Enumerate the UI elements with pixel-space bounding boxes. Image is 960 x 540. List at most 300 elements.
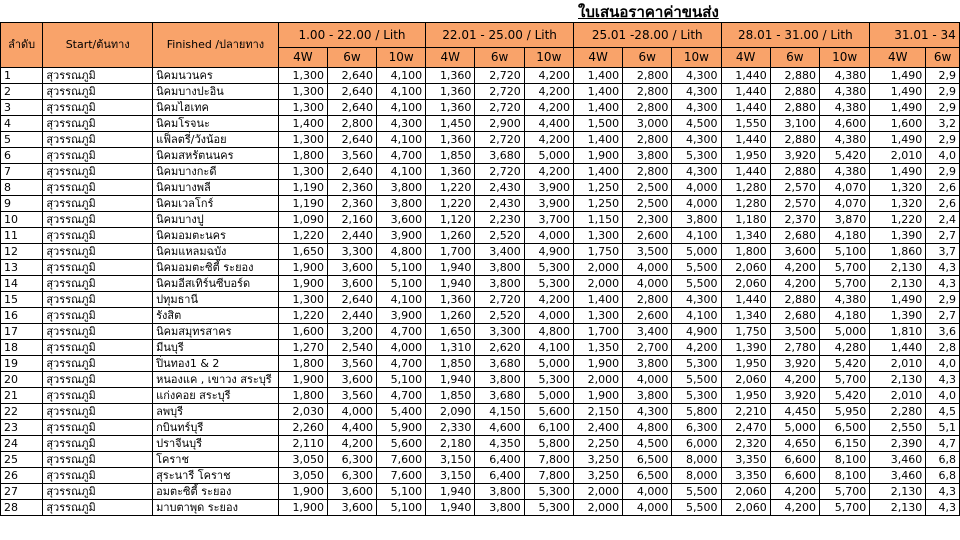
- cell-rate[interactable]: 4,200: [524, 164, 573, 180]
- cell-rate[interactable]: 1,300: [278, 84, 327, 100]
- cell-rate[interactable]: 1,090: [278, 212, 327, 228]
- cell-rate[interactable]: 2,640: [327, 84, 376, 100]
- cell-start[interactable]: สุวรรณภูมิ: [43, 324, 153, 340]
- cell-rate[interactable]: 2,160: [327, 212, 376, 228]
- cell-rate[interactable]: 1,440: [721, 132, 770, 148]
- subheader-vehicle[interactable]: 4W: [426, 48, 475, 68]
- cell-rate[interactable]: 2,680: [770, 308, 819, 324]
- cell-rate[interactable]: 1,300: [573, 228, 622, 244]
- subheader-vehicle[interactable]: 10w: [820, 48, 870, 68]
- cell-no[interactable]: 21: [1, 388, 43, 404]
- cell-rate[interactable]: 1,220: [870, 212, 926, 228]
- cell-rate[interactable]: 2,800: [623, 100, 672, 116]
- cell-rate[interactable]: 5,000: [770, 420, 819, 436]
- cell-rate[interactable]: 1,250: [573, 196, 622, 212]
- cell-finish[interactable]: นิคมไฮเทค: [153, 100, 279, 116]
- cell-rate[interactable]: 1,320: [870, 180, 926, 196]
- cell-no[interactable]: 17: [1, 324, 43, 340]
- cell-rate[interactable]: 1,700: [426, 244, 475, 260]
- cell-rate[interactable]: 2,540: [327, 340, 376, 356]
- cell-rate[interactable]: 3,680: [475, 148, 524, 164]
- cell-no[interactable]: 1: [1, 68, 43, 84]
- cell-rate[interactable]: 1,950: [721, 388, 770, 404]
- cell-start[interactable]: สุวรรณภูมิ: [43, 68, 153, 84]
- cell-rate[interactable]: 2,550: [870, 420, 926, 436]
- cell-rate[interactable]: 2,640: [327, 100, 376, 116]
- cell-no[interactable]: 6: [1, 148, 43, 164]
- cell-start[interactable]: สุวรรณภูมิ: [43, 116, 153, 132]
- cell-no[interactable]: 15: [1, 292, 43, 308]
- cell-rate[interactable]: 1,390: [870, 228, 926, 244]
- cell-rate[interactable]: 1,750: [573, 244, 622, 260]
- cell-rate[interactable]: 4,000: [672, 196, 721, 212]
- cell-rate[interactable]: 2,260: [278, 420, 327, 436]
- cell-no[interactable]: 28: [1, 500, 43, 516]
- cell-rate[interactable]: 4,100: [672, 308, 721, 324]
- cell-rate[interactable]: 4,5: [926, 404, 960, 420]
- cell-rate[interactable]: 3,300: [475, 324, 524, 340]
- cell-rate[interactable]: 4,150: [475, 404, 524, 420]
- cell-rate[interactable]: 5,500: [672, 372, 721, 388]
- cell-rate[interactable]: 4,200: [524, 100, 573, 116]
- cell-rate[interactable]: 4,650: [770, 436, 819, 452]
- cell-rate[interactable]: 4,000: [672, 180, 721, 196]
- cell-rate[interactable]: 2,6: [926, 180, 960, 196]
- cell-rate[interactable]: 5,300: [524, 260, 573, 276]
- cell-rate[interactable]: 1,600: [278, 324, 327, 340]
- cell-rate[interactable]: 4,200: [524, 68, 573, 84]
- cell-rate[interactable]: 2,090: [426, 404, 475, 420]
- cell-rate[interactable]: 5,420: [820, 388, 870, 404]
- cell-rate[interactable]: 2,720: [475, 132, 524, 148]
- cell-rate[interactable]: 1,300: [278, 68, 327, 84]
- cell-rate[interactable]: 2,9: [926, 164, 960, 180]
- cell-rate[interactable]: 5,700: [820, 484, 870, 500]
- cell-no[interactable]: 3: [1, 100, 43, 116]
- cell-rate[interactable]: 4,380: [820, 292, 870, 308]
- cell-rate[interactable]: 2,700: [623, 340, 672, 356]
- cell-rate[interactable]: 3,600: [770, 244, 819, 260]
- cell-rate[interactable]: 2,110: [278, 436, 327, 452]
- cell-rate[interactable]: 7,600: [377, 468, 426, 484]
- cell-no[interactable]: 12: [1, 244, 43, 260]
- cell-rate[interactable]: 7,800: [524, 468, 573, 484]
- cell-no[interactable]: 2: [1, 84, 43, 100]
- cell-rate[interactable]: 6,150: [820, 436, 870, 452]
- cell-rate[interactable]: 6,400: [475, 468, 524, 484]
- cell-rate[interactable]: 1,400: [573, 292, 622, 308]
- cell-finish[interactable]: นิคมบางกะดี: [153, 164, 279, 180]
- cell-rate[interactable]: 1,440: [721, 164, 770, 180]
- cell-rate[interactable]: 1,490: [870, 84, 926, 100]
- cell-rate[interactable]: 4,000: [623, 260, 672, 276]
- cell-rate[interactable]: 1,940: [426, 260, 475, 276]
- cell-rate[interactable]: 6,8: [926, 452, 960, 468]
- cell-rate[interactable]: 1,310: [426, 340, 475, 356]
- cell-rate[interactable]: 4,500: [623, 436, 672, 452]
- cell-rate[interactable]: 4,700: [377, 356, 426, 372]
- cell-rate[interactable]: 4,380: [820, 100, 870, 116]
- cell-rate[interactable]: 7,600: [377, 452, 426, 468]
- cell-rate[interactable]: 4,700: [377, 388, 426, 404]
- cell-rate[interactable]: 4,500: [672, 116, 721, 132]
- cell-rate[interactable]: 5,100: [377, 276, 426, 292]
- cell-rate[interactable]: 3,800: [475, 276, 524, 292]
- cell-rate[interactable]: 5,1: [926, 420, 960, 436]
- cell-rate[interactable]: 4,800: [524, 324, 573, 340]
- cell-rate[interactable]: 1,350: [573, 340, 622, 356]
- cell-rate[interactable]: 8,100: [820, 452, 870, 468]
- cell-rate[interactable]: 2,150: [573, 404, 622, 420]
- cell-rate[interactable]: 1,220: [278, 308, 327, 324]
- cell-rate[interactable]: 2,570: [770, 180, 819, 196]
- cell-rate[interactable]: 1,400: [573, 164, 622, 180]
- cell-rate[interactable]: 4,100: [377, 100, 426, 116]
- cell-rate[interactable]: 2,330: [426, 420, 475, 436]
- cell-rate[interactable]: 3,200: [327, 324, 376, 340]
- cell-rate[interactable]: 6,500: [623, 452, 672, 468]
- cell-rate[interactable]: 5,400: [377, 404, 426, 420]
- cell-start[interactable]: สุวรรณภูมิ: [43, 148, 153, 164]
- cell-rate[interactable]: 1,800: [278, 356, 327, 372]
- cell-rate[interactable]: 6,500: [623, 468, 672, 484]
- cell-rate[interactable]: 4,000: [377, 340, 426, 356]
- cell-rate[interactable]: 2,320: [721, 436, 770, 452]
- cell-no[interactable]: 24: [1, 436, 43, 452]
- cell-rate[interactable]: 2,680: [770, 228, 819, 244]
- cell-no[interactable]: 13: [1, 260, 43, 276]
- cell-start[interactable]: สุวรรณภูมิ: [43, 244, 153, 260]
- cell-no[interactable]: 16: [1, 308, 43, 324]
- cell-no[interactable]: 22: [1, 404, 43, 420]
- cell-rate[interactable]: 3,500: [623, 244, 672, 260]
- cell-rate[interactable]: 4,200: [672, 340, 721, 356]
- cell-rate[interactable]: 4,450: [770, 404, 819, 420]
- cell-rate[interactable]: 2,280: [870, 404, 926, 420]
- header-finish[interactable]: Finished /ปลายทาง: [153, 23, 279, 68]
- cell-rate[interactable]: 1,300: [573, 308, 622, 324]
- cell-rate[interactable]: 1,900: [278, 260, 327, 276]
- cell-rate[interactable]: 3,560: [327, 148, 376, 164]
- cell-rate[interactable]: 4,3: [926, 372, 960, 388]
- cell-rate[interactable]: 3,600: [327, 260, 376, 276]
- cell-rate[interactable]: 4,000: [524, 228, 573, 244]
- cell-rate[interactable]: 4,200: [327, 436, 376, 452]
- cell-rate[interactable]: 1,280: [721, 196, 770, 212]
- cell-rate[interactable]: 2,000: [573, 276, 622, 292]
- cell-rate[interactable]: 5,800: [672, 404, 721, 420]
- cell-rate[interactable]: 3,680: [475, 356, 524, 372]
- cell-finish[interactable]: นิคมเวลโกร์: [153, 196, 279, 212]
- cell-rate[interactable]: 3,800: [475, 260, 524, 276]
- cell-rate[interactable]: 1,400: [573, 84, 622, 100]
- cell-rate[interactable]: 4,350: [475, 436, 524, 452]
- cell-rate[interactable]: 1,700: [573, 324, 622, 340]
- cell-rate[interactable]: 4,300: [672, 132, 721, 148]
- cell-rate[interactable]: 1,300: [278, 164, 327, 180]
- cell-rate[interactable]: 3,250: [573, 468, 622, 484]
- cell-rate[interactable]: 4,0: [926, 148, 960, 164]
- cell-rate[interactable]: 3,100: [770, 116, 819, 132]
- cell-rate[interactable]: 2,520: [475, 228, 524, 244]
- cell-rate[interactable]: 1,440: [721, 84, 770, 100]
- cell-rate[interactable]: 1,750: [721, 324, 770, 340]
- cell-rate[interactable]: 5,700: [820, 260, 870, 276]
- cell-rate[interactable]: 1,850: [426, 356, 475, 372]
- cell-rate[interactable]: 1,390: [870, 308, 926, 324]
- cell-rate[interactable]: 6,000: [672, 436, 721, 452]
- cell-rate[interactable]: 1,300: [278, 132, 327, 148]
- cell-start[interactable]: สุวรรณภูมิ: [43, 196, 153, 212]
- cell-rate[interactable]: 2,430: [475, 180, 524, 196]
- cell-rate[interactable]: 5,000: [524, 388, 573, 404]
- cell-rate[interactable]: 2,800: [623, 84, 672, 100]
- cell-rate[interactable]: 4,100: [377, 292, 426, 308]
- cell-rate[interactable]: 3,900: [377, 228, 426, 244]
- cell-start[interactable]: สุวรรณภูมิ: [43, 132, 153, 148]
- cell-rate[interactable]: 8,000: [672, 468, 721, 484]
- cell-rate[interactable]: 1,490: [870, 132, 926, 148]
- cell-rate[interactable]: 3,350: [721, 468, 770, 484]
- cell-rate[interactable]: 1,360: [426, 100, 475, 116]
- cell-rate[interactable]: 4,100: [377, 164, 426, 180]
- cell-rate[interactable]: 4,200: [770, 500, 819, 516]
- cell-rate[interactable]: 4,100: [377, 84, 426, 100]
- cell-rate[interactable]: 1,190: [278, 180, 327, 196]
- cell-rate[interactable]: 2,880: [770, 100, 819, 116]
- cell-no[interactable]: 27: [1, 484, 43, 500]
- cell-finish[interactable]: โคราช: [153, 452, 279, 468]
- cell-no[interactable]: 14: [1, 276, 43, 292]
- cell-rate[interactable]: 5,500: [672, 276, 721, 292]
- cell-rate[interactable]: 4,700: [377, 148, 426, 164]
- cell-start[interactable]: สุวรรณภูมิ: [43, 228, 153, 244]
- cell-rate[interactable]: 5,600: [524, 404, 573, 420]
- cell-rate[interactable]: 1,260: [426, 228, 475, 244]
- cell-rate[interactable]: 2,9: [926, 68, 960, 84]
- cell-rate[interactable]: 3,600: [327, 500, 376, 516]
- cell-rate[interactable]: 5,000: [524, 356, 573, 372]
- cell-rate[interactable]: 3,900: [377, 308, 426, 324]
- cell-rate[interactable]: 1,120: [426, 212, 475, 228]
- cell-rate[interactable]: 1,900: [573, 356, 622, 372]
- cell-rate[interactable]: 3,800: [672, 212, 721, 228]
- cell-rate[interactable]: 2,9: [926, 84, 960, 100]
- cell-rate[interactable]: 8,100: [820, 468, 870, 484]
- cell-rate[interactable]: 1,650: [426, 324, 475, 340]
- cell-rate[interactable]: 1,940: [426, 484, 475, 500]
- cell-rate[interactable]: 4,000: [623, 372, 672, 388]
- cell-rate[interactable]: 1,800: [721, 244, 770, 260]
- cell-rate[interactable]: 2,000: [573, 500, 622, 516]
- subheader-vehicle[interactable]: 6w: [475, 48, 524, 68]
- cell-rate[interactable]: 4,300: [672, 164, 721, 180]
- cell-no[interactable]: 20: [1, 372, 43, 388]
- cell-start[interactable]: สุวรรณภูมิ: [43, 260, 153, 276]
- cell-rate[interactable]: 2,060: [721, 372, 770, 388]
- cell-rate[interactable]: 1,900: [573, 388, 622, 404]
- cell-rate[interactable]: 4,300: [377, 116, 426, 132]
- cell-rate[interactable]: 1,280: [721, 180, 770, 196]
- cell-rate[interactable]: 6,600: [770, 452, 819, 468]
- cell-rate[interactable]: 4,070: [820, 180, 870, 196]
- cell-rate[interactable]: 2,600: [623, 308, 672, 324]
- cell-rate[interactable]: 3,7: [926, 244, 960, 260]
- cell-rate[interactable]: 3,400: [623, 324, 672, 340]
- cell-rate[interactable]: 1,550: [721, 116, 770, 132]
- cell-finish[interactable]: ปทุมธานี: [153, 292, 279, 308]
- cell-rate[interactable]: 4,200: [770, 484, 819, 500]
- cell-rate[interactable]: 3,600: [327, 276, 376, 292]
- cell-rate[interactable]: 2,030: [278, 404, 327, 420]
- cell-rate[interactable]: 2,800: [623, 68, 672, 84]
- cell-no[interactable]: 8: [1, 180, 43, 196]
- cell-rate[interactable]: 2,130: [870, 260, 926, 276]
- cell-rate[interactable]: 4,3: [926, 500, 960, 516]
- cell-rate[interactable]: 2,180: [426, 436, 475, 452]
- cell-finish[interactable]: นิคมบางปู: [153, 212, 279, 228]
- cell-rate[interactable]: 2,640: [327, 164, 376, 180]
- cell-finish[interactable]: นิคมแหลมฉบัง: [153, 244, 279, 260]
- cell-rate[interactable]: 5,800: [524, 436, 573, 452]
- cell-rate[interactable]: 3,680: [475, 388, 524, 404]
- cell-rate[interactable]: 4,3: [926, 260, 960, 276]
- subheader-vehicle[interactable]: 10w: [524, 48, 573, 68]
- cell-finish[interactable]: นิคมอมตะซิตี้ ระยอง: [153, 260, 279, 276]
- cell-rate[interactable]: 1,860: [870, 244, 926, 260]
- cell-rate[interactable]: 1,900: [278, 484, 327, 500]
- cell-finish[interactable]: รังสิต: [153, 308, 279, 324]
- subheader-vehicle[interactable]: 6w: [770, 48, 819, 68]
- cell-rate[interactable]: 3,150: [426, 452, 475, 468]
- cell-rate[interactable]: 2,010: [870, 356, 926, 372]
- cell-start[interactable]: สุวรรณภูมิ: [43, 292, 153, 308]
- header-range-5[interactable]: 31.01 - 34: [870, 23, 960, 48]
- cell-rate[interactable]: 1,320: [870, 196, 926, 212]
- cell-rate[interactable]: 4,900: [672, 324, 721, 340]
- cell-rate[interactable]: 1,270: [278, 340, 327, 356]
- header-start[interactable]: Start/ต้นทาง: [43, 23, 153, 68]
- cell-finish[interactable]: นิคมอมตะนคร: [153, 228, 279, 244]
- cell-rate[interactable]: 3,460: [870, 452, 926, 468]
- cell-rate[interactable]: 2,360: [327, 180, 376, 196]
- cell-rate[interactable]: 2,900: [475, 116, 524, 132]
- cell-rate[interactable]: 1,400: [278, 116, 327, 132]
- cell-rate[interactable]: 1,950: [721, 356, 770, 372]
- cell-rate[interactable]: 2,060: [721, 276, 770, 292]
- cell-rate[interactable]: 3,800: [623, 356, 672, 372]
- cell-rate[interactable]: 2,9: [926, 292, 960, 308]
- cell-rate[interactable]: 6,300: [672, 420, 721, 436]
- cell-rate[interactable]: 2,250: [573, 436, 622, 452]
- cell-rate[interactable]: 4,380: [820, 68, 870, 84]
- cell-rate[interactable]: 6,400: [475, 452, 524, 468]
- cell-rate[interactable]: 4,3: [926, 484, 960, 500]
- cell-rate[interactable]: 4,3: [926, 276, 960, 292]
- cell-rate[interactable]: 5,500: [672, 500, 721, 516]
- cell-no[interactable]: 9: [1, 196, 43, 212]
- cell-rate[interactable]: 2,430: [475, 196, 524, 212]
- cell-no[interactable]: 18: [1, 340, 43, 356]
- cell-rate[interactable]: 4,900: [524, 244, 573, 260]
- cell-rate[interactable]: 4,100: [377, 132, 426, 148]
- cell-rate[interactable]: 3,920: [770, 356, 819, 372]
- cell-rate[interactable]: 3,250: [573, 452, 622, 468]
- cell-rate[interactable]: 2,210: [721, 404, 770, 420]
- cell-rate[interactable]: 3,2: [926, 116, 960, 132]
- cell-rate[interactable]: 1,650: [278, 244, 327, 260]
- cell-rate[interactable]: 4,800: [623, 420, 672, 436]
- cell-rate[interactable]: 2,9: [926, 100, 960, 116]
- cell-rate[interactable]: 1,490: [870, 68, 926, 84]
- cell-rate[interactable]: 2,000: [573, 372, 622, 388]
- cell-rate[interactable]: 2,230: [475, 212, 524, 228]
- cell-start[interactable]: สุวรรณภูมิ: [43, 452, 153, 468]
- cell-rate[interactable]: 1,500: [573, 116, 622, 132]
- cell-finish[interactable]: นิคมสหรัตนนคร: [153, 148, 279, 164]
- cell-rate[interactable]: 2,130: [870, 500, 926, 516]
- cell-finish[interactable]: นิคมนวนคร: [153, 68, 279, 84]
- cell-rate[interactable]: 4,800: [377, 244, 426, 260]
- cell-rate[interactable]: 2,880: [770, 68, 819, 84]
- cell-rate[interactable]: 3,900: [524, 180, 573, 196]
- subheader-vehicle[interactable]: 10w: [672, 48, 721, 68]
- cell-rate[interactable]: 4,180: [820, 308, 870, 324]
- cell-start[interactable]: สุวรรณภูมิ: [43, 212, 153, 228]
- cell-rate[interactable]: 5,300: [524, 500, 573, 516]
- cell-start[interactable]: สุวรรณภูมิ: [43, 100, 153, 116]
- cell-rate[interactable]: 2,370: [770, 212, 819, 228]
- cell-rate[interactable]: 3,800: [475, 484, 524, 500]
- cell-rate[interactable]: 1,400: [573, 132, 622, 148]
- cell-rate[interactable]: 1,360: [426, 84, 475, 100]
- cell-rate[interactable]: 4,600: [820, 116, 870, 132]
- cell-rate[interactable]: 5,300: [672, 148, 721, 164]
- cell-rate[interactable]: 3,600: [327, 372, 376, 388]
- cell-rate[interactable]: 4,000: [623, 276, 672, 292]
- cell-rate[interactable]: 4,200: [524, 84, 573, 100]
- cell-rate[interactable]: 2,640: [327, 132, 376, 148]
- cell-rate[interactable]: 1,800: [278, 148, 327, 164]
- subheader-vehicle[interactable]: 4W: [721, 48, 770, 68]
- cell-rate[interactable]: 4,000: [524, 308, 573, 324]
- cell-rate[interactable]: 6,300: [327, 452, 376, 468]
- cell-rate[interactable]: 4,300: [672, 292, 721, 308]
- cell-rate[interactable]: 2,9: [926, 132, 960, 148]
- cell-rate[interactable]: 1,390: [721, 340, 770, 356]
- cell-rate[interactable]: 1,250: [573, 180, 622, 196]
- cell-rate[interactable]: 5,300: [524, 372, 573, 388]
- cell-rate[interactable]: 2,720: [475, 292, 524, 308]
- cell-rate[interactable]: 2,620: [475, 340, 524, 356]
- cell-rate[interactable]: 5,950: [820, 404, 870, 420]
- cell-rate[interactable]: 4,000: [327, 404, 376, 420]
- subheader-vehicle[interactable]: 6w: [327, 48, 376, 68]
- cell-rate[interactable]: 1,490: [870, 100, 926, 116]
- subheader-vehicle[interactable]: 10w: [377, 48, 426, 68]
- cell-rate[interactable]: 2,800: [327, 116, 376, 132]
- cell-rate[interactable]: 1,950: [721, 148, 770, 164]
- cell-rate[interactable]: 5,300: [524, 276, 573, 292]
- subheader-vehicle[interactable]: 6w: [926, 48, 960, 68]
- cell-rate[interactable]: 1,600: [870, 116, 926, 132]
- cell-rate[interactable]: 1,340: [721, 228, 770, 244]
- cell-rate[interactable]: 2,400: [573, 420, 622, 436]
- cell-no[interactable]: 4: [1, 116, 43, 132]
- cell-rate[interactable]: 6,600: [770, 468, 819, 484]
- cell-rate[interactable]: 3,460: [870, 468, 926, 484]
- cell-rate[interactable]: 4,0: [926, 388, 960, 404]
